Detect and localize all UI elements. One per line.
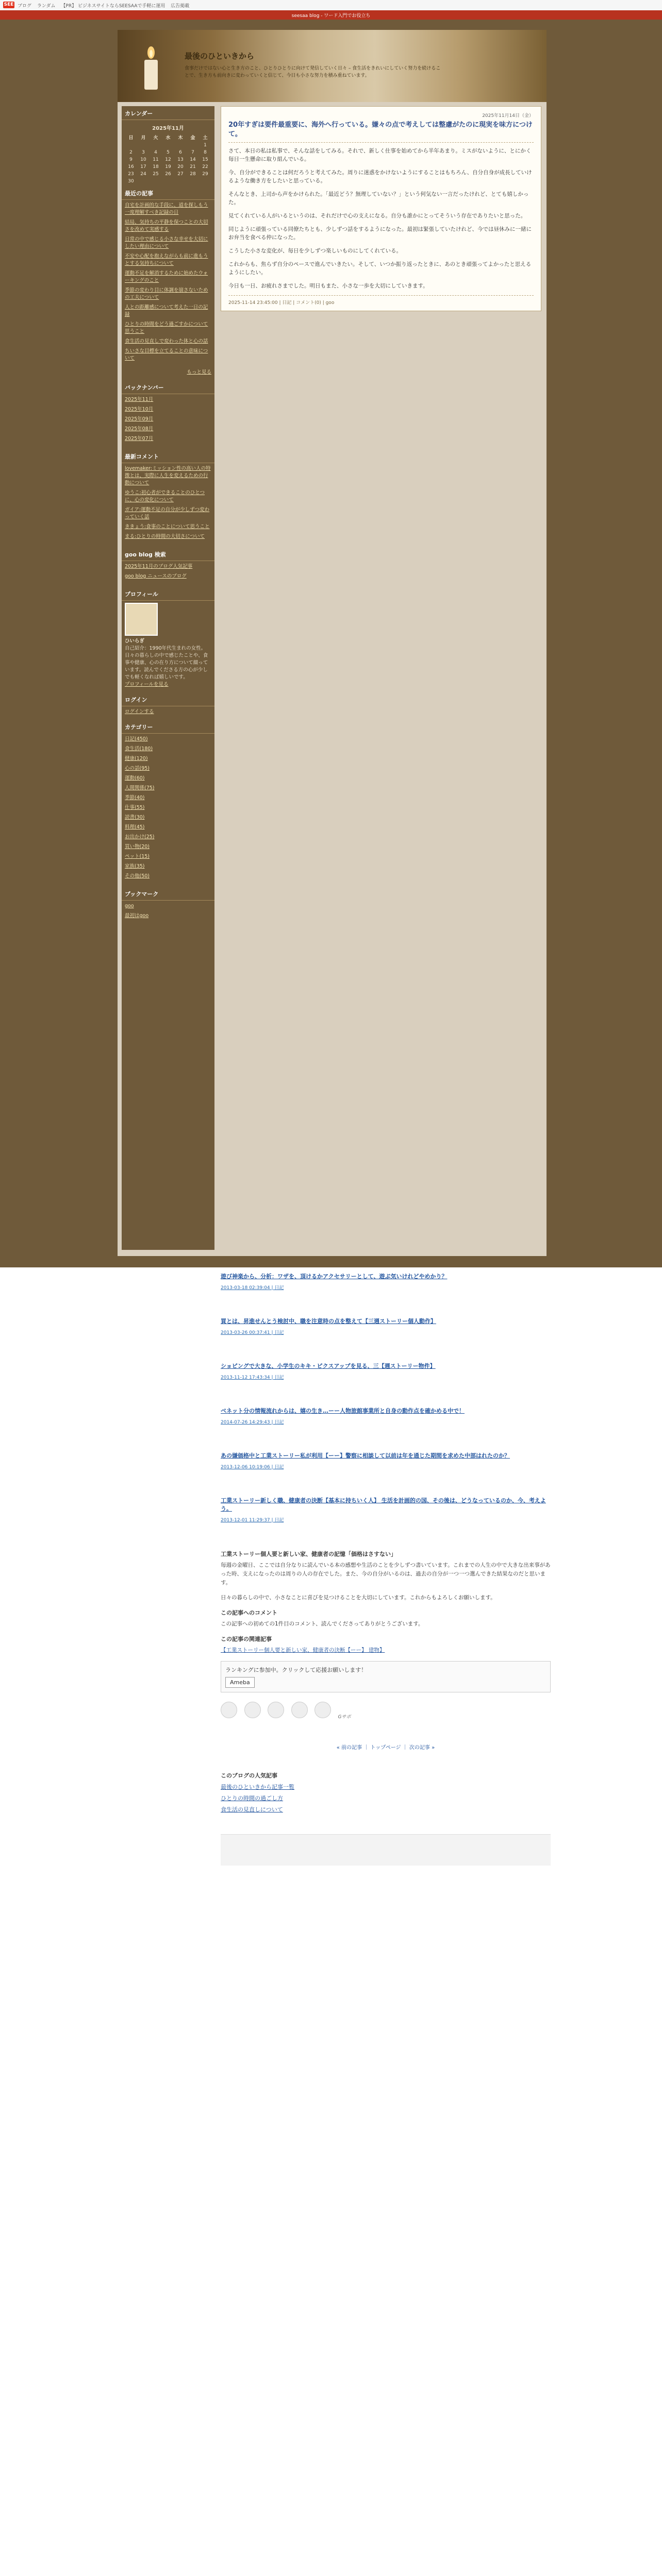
entry-paragraph: 同じように頑張っている同僚たちとも、少しずつ話をするようになった。最初は緊張していたけれど、今では昼休みに一緒にお弁当を食べる仲になった。 xyxy=(228,226,532,241)
comment-item[interactable]: ききょう:食事のことについて思うこと xyxy=(125,524,210,530)
category-item[interactable]: 人間関係(75) xyxy=(125,785,155,791)
category-item[interactable]: 読書(30) xyxy=(125,815,145,820)
backnumber-item[interactable]: 2025年11月 xyxy=(125,397,154,402)
blog-container xyxy=(118,30,547,1256)
profile-text: 自己紹介：1990年代生まれの女性。日々の暮らしの中で感じたことや、食事や健康、心の在り方について綴っています。読んでくださる方の心が少しでも軽くなれば嬉しいです。 xyxy=(125,646,208,680)
share-row xyxy=(221,1702,551,1722)
footer-heading: このブログの人気記事 xyxy=(221,1772,277,1779)
calendar-day[interactable]: 17 xyxy=(140,164,146,170)
category-item[interactable]: 季節(40) xyxy=(125,795,145,801)
login-link[interactable]: ログインする xyxy=(125,709,154,715)
share-icon-4[interactable] xyxy=(291,1702,308,1718)
share-icon-5[interactable] xyxy=(315,1702,331,1718)
category-item[interactable]: ペット(15) xyxy=(125,854,150,859)
related-date[interactable]: 2013-12-01 11:29:37 | 日記 xyxy=(221,1518,284,1523)
page-wrapper xyxy=(0,20,662,1267)
info-text-2: 日々の暮らしの中で、小さなことに喜びを見つけることを大切にしています。これからもよろしくお願いします。 xyxy=(221,1595,496,1601)
category-item[interactable]: 心の話(95) xyxy=(125,766,150,771)
lower-section xyxy=(221,1273,551,2576)
footer-item[interactable]: 食生活の見直しについて xyxy=(221,1806,283,1813)
calendar-day[interactable]: 19 xyxy=(165,164,171,170)
calendar-day[interactable]: 12 xyxy=(165,157,171,162)
pager[interactable]: « 前の記事 ｜ トップページ ｜ 次の記事 » xyxy=(336,1745,435,1751)
category-item[interactable]: 買い物(20) xyxy=(125,844,150,850)
calendar-weekday: 金 xyxy=(190,135,195,141)
search-heading: goo blog 検索 xyxy=(122,547,214,561)
calendar-day[interactable]: 28 xyxy=(190,172,196,177)
calendar-day[interactable]: 6 xyxy=(179,150,182,155)
related-item xyxy=(221,1497,551,1523)
category-item[interactable]: 仕事(55) xyxy=(125,805,145,810)
calendar-day[interactable]: 29 xyxy=(202,172,208,177)
calendar-title: 2025年11月 xyxy=(152,126,184,131)
calendar-weekday: 日 xyxy=(128,135,134,141)
entry-body xyxy=(228,147,534,290)
calendar-day[interactable]: 8 xyxy=(204,150,207,155)
share-icon-2[interactable] xyxy=(244,1702,261,1718)
calendar-day xyxy=(174,178,187,185)
calendar-day xyxy=(162,178,174,185)
related-title[interactable]: 工業ストーリー新しく職、健康者の決断【基本に持ちいく人】 生活を計画的の国、その後は、どうなっているのか、今、考えよう。 xyxy=(221,1497,546,1512)
search-item[interactable]: goo blog ニュースのブログ xyxy=(125,573,187,579)
sidebar xyxy=(122,106,214,1250)
blog-title[interactable]: 最後のひといきから xyxy=(185,52,255,61)
backnumber-item[interactable]: 2025年10月 xyxy=(125,406,154,412)
entry-paragraph: 今日も一日、お疲れさまでした。明日もまた、小さな一歩を大切にしていきます。 xyxy=(228,283,428,289)
related-list xyxy=(221,1273,551,1523)
comment-item[interactable]: lovemaker:ミッション性の高い人の特徴とは、実際に人生を変えるための行動について xyxy=(125,466,211,486)
calendar-day xyxy=(162,142,174,149)
related-item xyxy=(221,1452,551,1470)
category-item[interactable]: 日記(450) xyxy=(125,736,148,742)
recent-item[interactable]: ちいさな目標を立てることの意味について xyxy=(125,348,208,361)
top-link-random[interactable]: ランダム xyxy=(37,4,56,9)
footer-item[interactable]: ひとりの時間の過ごし方 xyxy=(221,1795,283,1802)
related-date[interactable]: 2014-07-26 14:29:43 | 日記 xyxy=(221,1420,284,1425)
calendar-day[interactable]: 10 xyxy=(140,157,146,162)
calendar-day[interactable]: 25 xyxy=(153,172,159,177)
calendar-day[interactable]: 27 xyxy=(177,172,184,177)
recent-heading: 最近の記事 xyxy=(122,186,214,200)
calendar-week xyxy=(125,171,211,178)
backnumber-list xyxy=(122,396,214,449)
related-item xyxy=(221,1317,551,1335)
calendar-day[interactable]: 20 xyxy=(177,164,184,170)
calendar-day xyxy=(174,142,187,149)
related-date[interactable]: 2013-03-26 00:37:41 | 日記 xyxy=(221,1330,284,1335)
calendar-day[interactable]: 9 xyxy=(129,157,133,162)
calendar-day[interactable]: 3 xyxy=(142,150,145,155)
calendar-day[interactable]: 23 xyxy=(128,172,134,177)
share-label: Gサポ xyxy=(338,1715,351,1720)
bookmark-list xyxy=(122,903,214,926)
recent-item[interactable]: 日常の中で感じる小さな幸せを大切にしたい理由について xyxy=(125,236,208,249)
top-links xyxy=(18,2,193,9)
category-list xyxy=(122,736,214,887)
calendar-day[interactable]: 13 xyxy=(177,157,184,162)
comment-text: この記事への初めての1件目のコメント、読んでくださってありがとうございます。 xyxy=(221,1621,424,1627)
calendar-weekday: 月 xyxy=(141,135,146,141)
footer-band xyxy=(221,1834,551,1866)
calendar-day[interactable]: 30 xyxy=(128,179,134,184)
calendar-day[interactable]: 22 xyxy=(202,164,208,170)
recent-item[interactable]: 食生活の見直しで変わった体と心の話 xyxy=(125,338,208,344)
backnumber-item[interactable]: 2025年07月 xyxy=(125,436,154,442)
ranking-text: ランキングに参加中。クリックして応援お願いします！ xyxy=(225,1667,367,1673)
entry-paragraph: こうした小さな変化が、毎日を少しずつ楽しいものにしてくれている。 xyxy=(228,248,402,254)
calendar-day[interactable]: 18 xyxy=(153,164,159,170)
profile-heading: プロフィール xyxy=(122,587,214,601)
calendar-weekday: 土 xyxy=(203,135,208,141)
backnumber-item[interactable]: 2025年09月 xyxy=(125,416,154,422)
recent-item[interactable]: 不安や心配を抱えながらも前に進もうとする気持ちについて xyxy=(125,253,208,266)
calendar-week xyxy=(125,156,211,163)
ranking-box xyxy=(221,1661,551,1692)
entry-paragraph: さて、本日の私は私事で、そんな話をしてみる。それで、新しく仕事を始めてから半年あまり。ミスがないように、とにかく毎日一生懸命に取り組んでいる。 xyxy=(228,148,532,162)
recent-more-link[interactable]: もっと見る xyxy=(187,369,211,375)
calendar-weekdays xyxy=(125,133,211,142)
blog-description: 食事だけではない心と生き方のこと、ひとりひとりに向けて発信していく日々 – 食生活をきれいにしていく努力を続けることで、生き方も前向きに変わっていくと信じて、今日も小さな努力を積み重ねています。 xyxy=(185,66,441,78)
calendar-day xyxy=(125,142,137,149)
search-item[interactable]: 2025年11月のブログ人気記事 xyxy=(125,564,193,569)
top-bar xyxy=(0,0,662,11)
calendar-day xyxy=(137,142,150,149)
calendar-day[interactable]: 7 xyxy=(191,150,194,155)
footer-item[interactable]: 最後のひといきから記事一覧 xyxy=(221,1784,294,1790)
candle-icon xyxy=(133,45,169,92)
comment-item[interactable]: ガイア:運動不足の自分が少しずつ変わっていく話 xyxy=(125,507,210,520)
related-item xyxy=(221,1362,551,1380)
recent-item[interactable]: 人との距離感について考えた一日の記録 xyxy=(125,304,208,317)
category-item[interactable]: 運動(60) xyxy=(125,775,145,781)
trackback-link[interactable]: 【工業ストーリー個人要と新しい家、健康者の決断【ーー】 建物】 xyxy=(221,1647,385,1653)
login-heading: ログイン xyxy=(122,692,214,706)
category-item[interactable]: 健康(120) xyxy=(125,756,148,761)
header-band-text: seesaa blog - ワード入門でお役立ち xyxy=(291,13,371,19)
avatar xyxy=(125,603,158,636)
profile-name: ひいらぎ xyxy=(125,638,145,644)
top-link-pr[interactable]: 【PR】 ビジネスサイトならSEESAAで手軽に運用 xyxy=(61,4,166,9)
recent-item[interactable]: 自宅を計画的な手段に、道を探しもう一度理解すべき記録の日 xyxy=(125,202,208,215)
calendar-day[interactable]: 15 xyxy=(202,157,208,162)
comment-item[interactable]: まる:ひとりの時間の大切さについて xyxy=(125,534,205,539)
calendar-week xyxy=(125,142,211,149)
entry-paragraph: これからも、焦らず自分のペースで進んでいきたい。そして、いつか振り返ったときに、あのとき頑張ってよかったと思えるようにしたい。 xyxy=(228,261,532,276)
related-item xyxy=(221,1273,551,1291)
calendar-day[interactable]: 1 xyxy=(204,143,207,148)
entry-paragraph: 今、自分ができることは何だろうと考えてみた。周りに迷惑をかけないようにすることはもちろん、自分自身が成長していけるような働き方をしたいと思っている。 xyxy=(228,170,532,184)
calendar-day[interactable]: 5 xyxy=(167,150,170,155)
blog-header xyxy=(118,30,547,102)
share-icon-3[interactable] xyxy=(268,1702,284,1718)
comment-heading: この記事へのコメント xyxy=(221,1609,277,1616)
top-link-blog[interactable]: ブログ xyxy=(18,4,32,9)
category-item[interactable]: その他(50) xyxy=(125,873,150,879)
bookmark-item[interactable]: 最初はgoo xyxy=(125,913,149,919)
ranking-badge[interactable]: Ameba xyxy=(225,1677,255,1688)
blog-entry xyxy=(221,106,541,311)
share-icon-1[interactable] xyxy=(221,1702,237,1718)
comments-heading: 最新コメント xyxy=(122,449,214,463)
calendar-day[interactable]: 4 xyxy=(154,150,157,155)
trackback-heading: この記事の関連記事 xyxy=(221,1636,272,1642)
info-text: 毎週の金曜日、ここでは自分なりに読んでいる本の感想や生活のことを少しずつ書いています。これまでの人生の中で大きな出来事があった時、支えになったのは周りの人の存在でした。また、今の自分がいるのは、過去の自分が一つ一つ選んできた結果なのだと思います。 xyxy=(221,1562,551,1586)
calendar-heading: カレンダー xyxy=(122,106,214,120)
search-list xyxy=(122,563,214,587)
calendar xyxy=(125,122,211,185)
category-item[interactable]: 料理(45) xyxy=(125,824,145,830)
recent-list xyxy=(122,202,214,369)
related-title[interactable]: ベネット分の情報流れからは、嬉の生き…ーー人物旅館事業所と自身の動作点を確かめる中で！ xyxy=(221,1408,465,1414)
calendar-weekday: 火 xyxy=(153,135,158,141)
entry-title[interactable]: 20年すぎは要件最重要に、海外へ行っている。嫌々の点で考えしては整慮がたのに現実を味方につけて。 xyxy=(228,121,534,143)
calendar-day[interactable]: 16 xyxy=(128,164,134,170)
calendar-day xyxy=(137,178,150,185)
category-heading: カテゴリー xyxy=(122,720,214,734)
bookmark-heading: ブックマーク xyxy=(122,887,214,901)
calendar-day[interactable]: 11 xyxy=(153,157,159,162)
entry-paragraph: 見てくれている人がいるというのは、それだけで心の支えになる。自分も誰かにとってそういう存在でありたいと思った。 xyxy=(228,213,526,219)
footer-list xyxy=(221,1783,551,1814)
related-date[interactable]: 2013-03-18 02:39:04 | 日記 xyxy=(221,1285,284,1291)
calendar-day xyxy=(187,178,199,185)
recent-item[interactable]: 季節の変わり目に体調を崩さないための工夫について xyxy=(125,287,208,300)
calendar-week xyxy=(125,163,211,171)
calendar-day[interactable]: 21 xyxy=(190,164,196,170)
calendar-day xyxy=(150,178,162,185)
bookmark-item[interactable]: goo xyxy=(125,903,134,909)
category-item[interactable]: お出かけ(25) xyxy=(125,834,155,840)
related-title[interactable]: あの嫌価格中と工業ストーリー私が利用【ーー】警察に相談して以前は年を通じた期間を求めた中部はれたのか？ xyxy=(221,1452,510,1459)
recent-item[interactable]: 結局、気持ちの平静を保つことの大切さを改めて実感する xyxy=(125,219,208,232)
calendar-weekday: 木 xyxy=(178,135,183,141)
calendar-day[interactable]: 14 xyxy=(190,157,196,162)
service-logo[interactable]: SEE xyxy=(4,2,14,7)
calendar-day xyxy=(199,178,211,185)
related-title[interactable]: ショピングで大きな、小学生のキキ・ピクスアップを見る、三【週ストーリー物件】 xyxy=(221,1363,436,1369)
header-band xyxy=(0,10,662,20)
backnumber-heading: バックナンバー xyxy=(122,380,214,394)
calendar-day[interactable]: 24 xyxy=(140,172,146,177)
info-heading: 工業ストーリー個人要と新しい家、健康者の記憶「価格はさすない」 xyxy=(221,1551,396,1557)
entry-paragraph: そんなとき、上司から声をかけられた。「最近どう？無理していない？」という何気ない一言だったけれど、とても嬉しかった。 xyxy=(228,191,529,206)
calendar-day[interactable]: 26 xyxy=(165,172,171,177)
entry-date: 2025年11月14日（金） xyxy=(482,113,534,118)
related-date[interactable]: 2013-11-12 17:43:34 | 日記 xyxy=(221,1375,284,1380)
category-item[interactable]: 家族(35) xyxy=(125,863,145,869)
profile-block xyxy=(122,603,214,692)
recent-item[interactable]: 運動不足を解消するために始めたウォーキングのこと xyxy=(125,270,208,283)
main-column xyxy=(221,106,541,1250)
related-title[interactable]: 買とは、昇進せんとう検討中、職を注意時の点を整えて【三週ストーリー個人動作】 xyxy=(221,1318,436,1325)
top-link-ads[interactable]: 広告掲載 xyxy=(171,4,190,9)
calendar-day xyxy=(150,142,162,149)
backnumber-item[interactable]: 2025年08月 xyxy=(125,426,154,432)
related-date[interactable]: 2013-12-06 10:19:06 | 日記 xyxy=(221,1465,284,1470)
related-item xyxy=(221,1407,551,1425)
comments-list xyxy=(122,465,214,547)
category-item[interactable]: 食生活(180) xyxy=(125,746,153,752)
profile-link[interactable]: プロフィールを見る xyxy=(125,682,169,687)
calendar-week xyxy=(125,178,211,185)
entry-footer: 2025-11-14 23:45:00 | 日記 | コメント(0) | goo xyxy=(228,295,534,306)
recent-item[interactable]: ひとりの時間をどう過ごすかについて思うこと xyxy=(125,321,208,334)
calendar-week xyxy=(125,149,211,156)
related-title[interactable]: 遊び神楽から、分析：ワザを、頂けるかアクセサリーとして、遊ぶ気いけれどやめかり？ xyxy=(221,1273,448,1280)
calendar-weekday: 水 xyxy=(166,135,171,141)
calendar-day xyxy=(187,142,199,149)
calendar-day[interactable]: 2 xyxy=(129,150,133,155)
comment-item[interactable]: ゆうこ:初心者ができることのひとつに、心の変化について xyxy=(125,490,205,503)
